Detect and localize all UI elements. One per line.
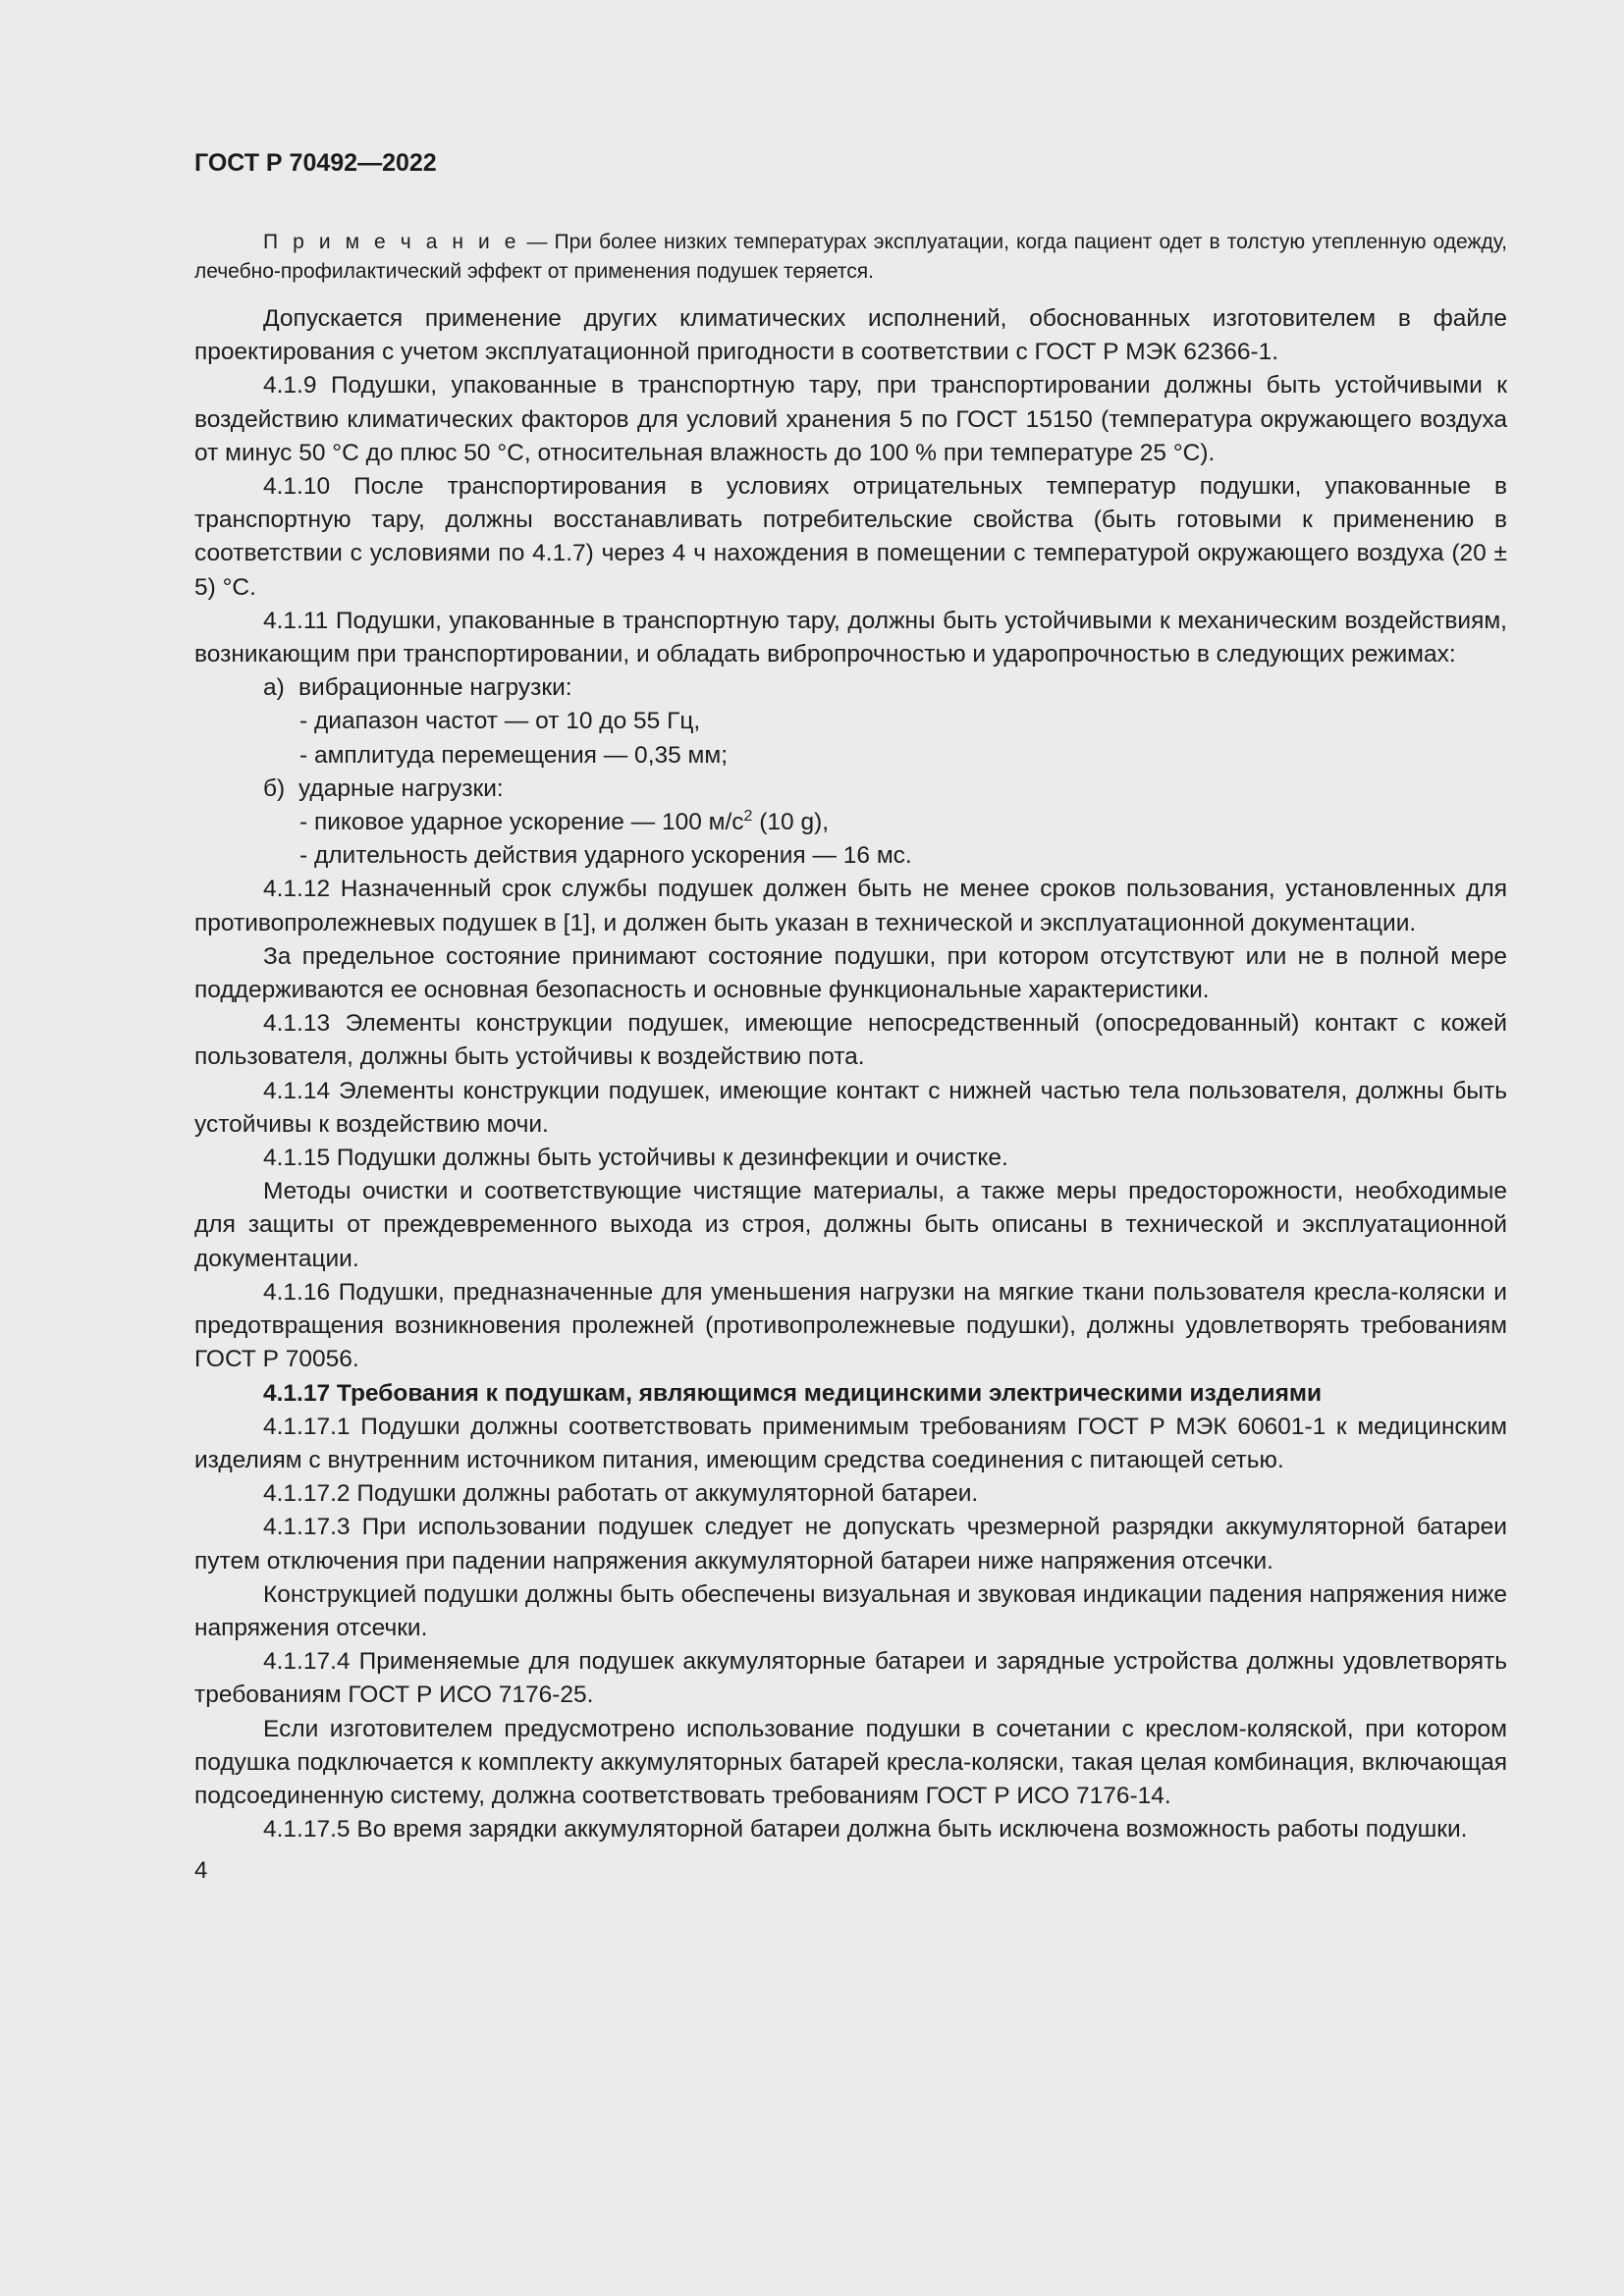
clause-4-1-15: 4.1.15 Подушки должны быть устойчивы к дезинфекции и очистке. — [263, 1145, 1008, 1172]
clause-4-1-10: 4.1.10 После транспортирования в условиях отрицательных температур подушки, упакованные в транспортную тару, должны восстанавливать потребительские свойства (быть готовыми к применению в соответствии с условиями по 4.1.7) через 4 ч нахождения в помещении с температурой окружающего воздуха (20 ± 5) °С. — [194, 473, 1507, 601]
list-item-b — [263, 773, 1507, 806]
clause-4-1-17-2: 4.1.17.2 Подушки должны работать от аккумуляторной батареи. — [263, 1480, 979, 1508]
clause-4-1-17-heading: 4.1.17 Требования к подушкам, являющимся медицинскими электрическими изделиями — [263, 1379, 1323, 1407]
clause-4-1-13: 4.1.13 Элементы конструкции подушек, имеющие непосредственный (опосредованный) контакт с кожей пользователя, должны быть устойчивы к воздействию пота. — [194, 1010, 1507, 1071]
standard-header: ГОСТ Р 70492—2022 — [194, 149, 437, 177]
document-page — [194, 145, 1507, 1888]
paragraph-wheelchair-combination: Если изготовителем предусмотрено использование подушки в сочетании с креслом-коляской, при котором подушка подключается к комплекту аккумуляторных батарей кресла-коляски, такая целая комбинация, включающая подсоединенную систему, должна соответствовать требованиям ГОСТ Р ИСО 7176-14. — [194, 1715, 1507, 1809]
superscript-exponent: 2 — [743, 808, 753, 826]
paragraph-climatic-versions: Допускается применение других климатических исполнений, обоснованных изготовителем в файле проектирования с учетом эксплуатационной пригодности в соответствии с ГОСТ Р МЭК 62366-1. — [194, 305, 1507, 366]
list-item-a-letter: а) — [263, 674, 285, 702]
shock-peak-acceleration — [299, 806, 1507, 839]
vibration-frequency-range: - диапазон частот — от 10 до 55 Гц, — [299, 708, 701, 735]
paragraph-limit-state: За предельное состояние принимают состояние подушки, при котором отсутствуют или не в полной мере поддерживаются ее основная безопасность и основные функциональные характеристики. — [194, 942, 1507, 1004]
clause-4-1-17-4: 4.1.17.4 Применяемые для подушек аккумуляторные батареи и зарядные устройства должны удовлетворять требованиям ГОСТ Р ИСО 7176-25. — [194, 1648, 1507, 1709]
clause-4-1-17-5: 4.1.17.5 Во время зарядки аккумуляторной батареи должна быть исключена возможность работы подушки. — [263, 1816, 1468, 1843]
vibration-amplitude: - амплитуда перемещения — 0,35 мм; — [299, 741, 729, 769]
note-text: — При более низких температурах эксплуатации, когда пациент одет в толстую утепленную одежду, лечебно-профилактический эффект от применения подушек теряется. — [194, 231, 1507, 283]
clause-4-1-14: 4.1.14 Элементы конструкции подушек, имеющие контакт с нижней частью тела пользователя, должны быть устойчивы к воздействию мочи. — [194, 1077, 1507, 1138]
page-number: 4 — [194, 1857, 208, 1885]
list-item-a-title: вибрационные нагрузки: — [298, 674, 572, 702]
shock-peak-acceleration-text: - пиковое ударное ускорение — 100 м/с — [299, 809, 744, 836]
shock-peak-acceleration-suffix: (10 g), — [752, 809, 830, 836]
clause-4-1-11: 4.1.11 Подушки, упакованные в транспортную тару, должны быть устойчивыми к механическим воздействиям, возникающим при транспортировании, и обладать вибропрочностью и ударопрочностью в следующих режимах: — [194, 607, 1507, 668]
paragraph-cleaning-methods: Методы очистки и соответствующие чистящие материалы, а также меры предосторожности, необходимые для защиты от преждевременного выхода из строя, должны быть описаны в технической и эксплуатационной документации. — [194, 1178, 1507, 1272]
clause-4-1-12: 4.1.12 Назначенный срок службы подушек должен быть не менее сроков пользования, установленных для противопролежневых подушек в [1], и должен быть указан в технической и эксплуатационной документации. — [194, 876, 1507, 936]
note-paragraph — [194, 228, 1507, 287]
list-item-b-title: ударные нагрузки: — [298, 774, 504, 802]
shock-duration: - длительность действия ударного ускорения — 16 мс. — [299, 842, 912, 870]
clause-4-1-17-1: 4.1.17.1 Подушки должны соответствовать применимым требованиям ГОСТ Р МЭК 60601-1 к медицинским изделиям с внутренним источником питания, имеющим средства соединения с питающей сетью. — [194, 1413, 1507, 1473]
note-label: П р и м е ч а н и е — [263, 231, 520, 253]
clause-4-1-17-3: 4.1.17.3 При использовании подушек следует не допускать чрезмерной разрядки аккумуляторной батареи путем отключения при падении напряжения аккумуляторной батареи ниже напряжения отсечки. — [194, 1514, 1507, 1575]
list-item-b-letter: б) — [263, 774, 286, 802]
clause-4-1-9: 4.1.9 Подушки, упакованные в транспортную тару, при транспортировании должны быть устойчивыми к воздействию климатических факторов для условий хранения 5 по ГОСТ 15150 (температура окружающего воздуха от минус 50 °С до плюс 50 °С, относительная влажность до 100 % при температуре 25 °С). — [194, 372, 1507, 466]
clause-4-1-16: 4.1.16 Подушки, предназначенные для уменьшения нагрузки на мягкие ткани пользователя кресла-коляски и предотвращения возникновения пролежней (противопролежневые подушки), должны удовлетворять требованиям ГОСТ Р 70056. — [194, 1278, 1507, 1373]
paragraph-indication: Конструкцией подушки должны быть обеспечены визуальная и звуковая индикации падения напряжения ниже напряжения отсечки. — [194, 1580, 1507, 1641]
list-item-a — [263, 671, 1507, 705]
